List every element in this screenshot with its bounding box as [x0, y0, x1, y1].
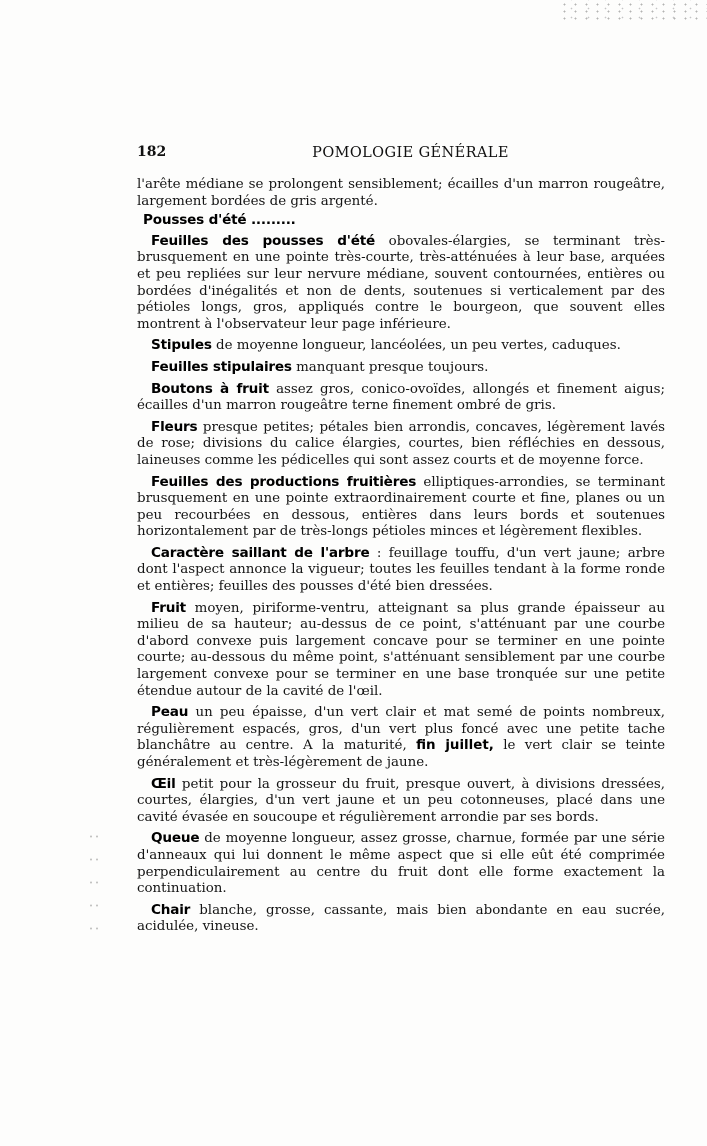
paragraph-text: l'arête médiane se prolongent sensiblement; écailles d'un marron rougeâtre, largement bordées de gris argenté.	[137, 177, 665, 209]
paragraph-lead: Feuilles des productions fruitières	[151, 473, 417, 490]
paragraph-text: elliptiques-arrondies, se terminant brusquement en une pointe extraordinairement courte et fine, planes ou un peu recourbées en dessous, entières dans leurs bords et soutenues horizontalement par de très-longs pétioles minces et légèrement flexibles.	[137, 474, 665, 540]
paragraph-chair	[137, 902, 665, 936]
paragraph-lead: Peau	[151, 704, 189, 721]
paragraph-lead: Pousses d'été .........	[143, 212, 296, 229]
paragraph-lead: Queue	[151, 830, 200, 847]
paragraph-text: moyen, piriforme-ventru, atteignant sa plus grande épaisseur au milieu de sa hauteur; au-dessus de ce point, s'atténuant par une courbe d'abord convexe puis largement concave pour se terminer en une pointe courte; au-dessous du même point, s'atténuant sensiblement par une courbe largement convexe pour se terminer en une base tronquée sur une petite étendue autour de la cavité de l'œil.	[137, 600, 665, 699]
page-number: 182	[137, 144, 167, 160]
paragraph-lead: Fruit	[151, 599, 186, 616]
paragraph-lead: Feuilles des pousses d'été	[151, 232, 376, 249]
paragraph-feuilles-stipulaires	[137, 359, 665, 377]
paragraph-queue	[137, 830, 665, 897]
paragraph-lead: Feuilles stipulaires	[151, 358, 292, 375]
paragraph-peau	[137, 704, 665, 771]
paragraph-boutons	[137, 381, 665, 415]
paragraph-text: de moyenne longueur, lancéolées, un peu vertes, caduques.	[211, 338, 621, 354]
paragraph-text: un peu épaisse, d'un vert clair et mat semé de points nombreux, régulièrement espacés, gros, d'un vert plus foncé avec une petite tache blanchâtre au centre. A la maturité,	[137, 705, 665, 754]
paragraph-text: assez gros, conico-ovoïdes, allongés et finement aigus; écailles d'un marron rougeâtre terne finement ombré de gris.	[137, 381, 665, 414]
paragraph-lead: Stipules	[151, 337, 212, 354]
running-title: POMOLOGIE GÉNÉRALE	[312, 145, 509, 161]
paragraph-text: obovales-élargies, se terminant très-brusquement en une pointe très-courte, très-atténuées à leur base, arquées et peu repliées sur leur nervure médiane, souvent contournées, entières ou bordées d'inégalités et non de dents, soutenues si verticalement par des pétioles longs, gros, appliqués contre le bourgeon, que souvent elles montrent à l'observateur leur page inférieure.	[137, 233, 666, 332]
paragraph-fleurs	[137, 419, 665, 470]
paragraph-feuilles-pousses	[137, 233, 665, 334]
paragraph-oeil	[137, 776, 665, 827]
page-header	[137, 143, 664, 165]
paragraph-lead: Chair	[151, 901, 191, 918]
paragraph-text: petit pour la grosseur du fruit, presque ouvert, à divisions dressées, courtes, élargies, d'un vert jaune et un peu cotonneuses, placé dans une cavité évasée en soucoupe et régulièrement arrondie par ses bords.	[137, 776, 665, 825]
paragraph-text: de moyenne longueur, assez grosse, charnue, formée par une série d'anneaux qui lui donnent le même aspect que si elle eût été comprimée perpendiculairement au centre du fruit dont elle forme exactement la continuation.	[137, 831, 665, 897]
paragraph-text: presque petites; pétales bien arrondis, concaves, légèrement lavés de rose; divisions du calice élargies, courtes, bien réfléchies en dessous, laineuses comme les pédicelles qui sont assez courts et de moyenne force.	[137, 419, 665, 468]
paragraph-continuation	[137, 177, 665, 210]
paragraph-text-after: le vert clair se teinte généralement et très-légèrement de jaune.	[137, 738, 665, 770]
paragraph-lead: Fleurs	[151, 418, 198, 435]
paragraph-text: : feuillage touffu, d'un vert jaune; arbre dont l'aspect annonce la vigueur; toutes les feuilles tendant à la forme ronde et entières; feuilles des pousses d'été bien dressées.	[137, 545, 665, 595]
margin-scan-specks	[88, 825, 102, 935]
paragraph-fruit	[137, 600, 665, 701]
paragraph-stipules	[137, 337, 665, 355]
paragraph-caractere	[137, 545, 665, 596]
paragraph-lead: Caractère saillant de l'arbre	[151, 544, 370, 561]
paragraph-text: manquant presque toujours.	[291, 359, 489, 375]
paragraph-pousses	[137, 212, 665, 230]
paragraph-feuilles-productions	[137, 474, 665, 541]
scan-specks	[557, 0, 707, 20]
body-text	[137, 177, 665, 940]
paragraph-lead: Boutons à fruit	[151, 380, 269, 397]
paragraph-text: blanche, grosse, cassante, mais bien abondante en eau sucrée, acidulée, vineuse.	[137, 902, 665, 935]
maturity-date-emphasis: fin juillet,	[416, 738, 494, 754]
paragraph-lead: Œil	[151, 775, 176, 792]
